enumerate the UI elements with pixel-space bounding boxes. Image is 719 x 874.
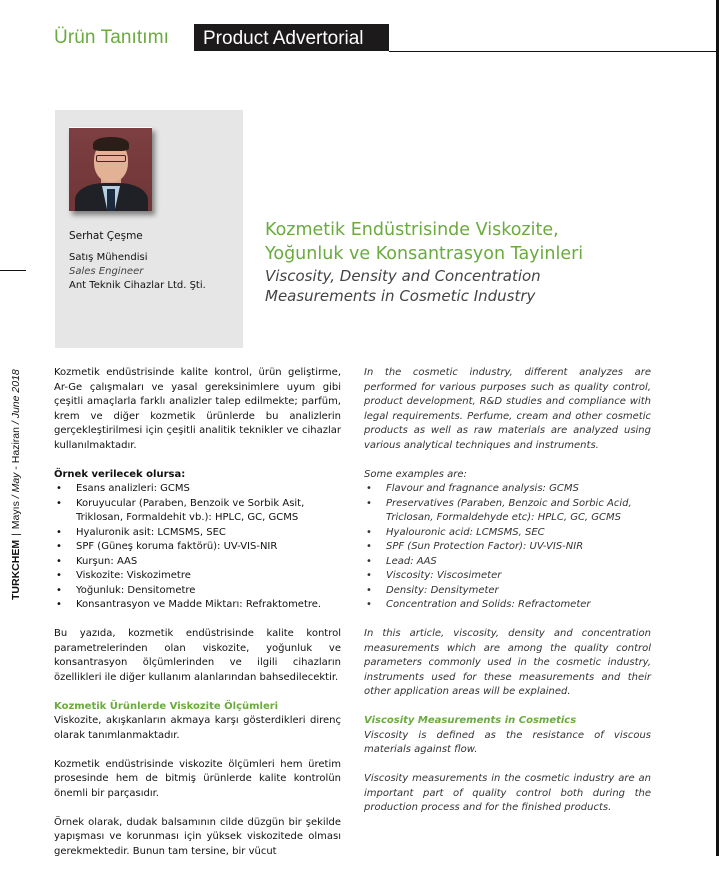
list-item: • Hyalouronic acid: LCMSMS, SEC <box>364 526 651 541</box>
issue-month-en-2: / June 2018 <box>10 369 22 425</box>
list-item: • Lead: AAS <box>364 555 651 570</box>
article-title-tr-line2: Yoğunluk ve Konsantrasyon Tayinleri <box>265 244 584 264</box>
list-item: • Konsantrasyon ve Madde Miktarı: Refraktometre. <box>54 598 341 613</box>
list-item: • Viscosity: Viscosimeter <box>364 569 651 584</box>
list-item: • Viskozite: Viskozimetre <box>54 569 341 584</box>
examples-lead: Örnek verilecek olursa: <box>54 468 186 480</box>
scope-paragraph: Bu yazıda, kozmetik endüstrisinde kalite kontrol parametrelerinden olan viskozite, yoğunluk ve konsantrasyon ölçümlerinden ve ilgili cihazların özellikleri ile diğer kullanım alanlarından bahsedilecektir. <box>54 628 341 683</box>
list-item: • Kurşun: AAS <box>54 555 341 570</box>
issue-caption <box>10 369 22 600</box>
list-item: • Flavour and fragnance analysis: GCMS <box>364 482 651 497</box>
list-item: • SPF (Sun Protection Factor): UV-VIS-NIR <box>364 540 651 555</box>
issue-month-en-1: / May <box>10 472 22 499</box>
importance-paragraph: Kozmetik endüstrisinde viskozite ölçümleri hem üretim prosesinde hem de bitmiş ürünlerde kalite kontrolün önemli bir parçasıdır. <box>54 758 341 799</box>
author-name: Serhat Çeşme <box>69 230 143 242</box>
definition-paragraph: Viskozite, akışkanların akmaya karşı gösterdikleri direnç olarak tanımlanmaktadır. <box>54 715 341 741</box>
turkish-column <box>54 366 341 874</box>
section-subheading: Kozmetik Ürünlerde Viskozite Ölçümleri <box>54 700 279 712</box>
issue-month-tr-2: Haziran <box>10 427 22 464</box>
intro-paragraph: In the cosmetic industry, different analyzes are performed for various purposes such as quality control, product development, R&D studies and compliance with legal requirements. Perfume, cream and other cosmetic products as well as raw materials are analyzed using various analytical techniques and instruments. <box>364 367 651 451</box>
author-title-en: Sales Engineer <box>69 266 144 277</box>
list-item: • Yoğunluk: Densitometre <box>54 584 341 599</box>
list-item: • Concentration and Solids: Refractometer <box>364 598 651 613</box>
list-item: • Preservatives (Paraben, Benzoic and Sorbic Acid, Triclosan, Formaldehyde etc): HPLC, GC, GCMS <box>364 497 651 526</box>
list-item: • Esans analizleri: GCMS <box>54 482 341 497</box>
examples-list <box>364 482 651 613</box>
list-item: • Hyaluronik asit: LCMSMS, SEC <box>54 526 341 541</box>
section-header <box>54 24 179 52</box>
english-column <box>364 366 651 830</box>
article-title <box>265 218 685 306</box>
magazine-brand: TURKCHEM <box>10 539 22 600</box>
author-title-tr: Satış Mühendisi <box>69 252 148 263</box>
examples-list <box>54 482 341 613</box>
examples-lead: Some examples are: <box>364 468 467 480</box>
article-title-tr-line1: Kozmetik Endüstrisinde Viskozite, <box>265 220 559 240</box>
issue-dash: - <box>10 466 22 470</box>
author-card <box>55 110 243 348</box>
side-divider <box>0 270 26 271</box>
caption-separator: | <box>10 533 22 536</box>
list-item: • Density: Densitymeter <box>364 584 651 599</box>
article-title-en-line1: Viscosity, Density and Concentration <box>265 267 541 285</box>
scope-paragraph: In this article, viscosity, density and concentration measurements which are among the quality control parameters commonly used in the cosmetic industry, instruments used for these measurements and their other application areas will be explained. <box>364 628 651 697</box>
list-item: • SPF (Güneş koruma faktörü): UV-VIS-NIR <box>54 540 341 555</box>
intro-paragraph: Kozmetik endüstrisinde kalite kontrol, ürün geliştirme, Ar-Ge çalışmaları ve yasal gereksinimlere uyum gibi çeşitli amaçlarla farklı analizler talep edilmekte; parfüm, krem ve diğer kozmetik ürünlerde bu analizlerin gerçekleştirilmesi için çeşitli analitik teknikler ve cihazlar kullanılmaktadır. <box>54 367 341 451</box>
author-photo <box>69 127 152 211</box>
issue-month-tr-1: Mayıs <box>10 501 22 530</box>
glasses-icon <box>96 155 126 162</box>
article-title-en-line2: Measurements in Cosmetic Industry <box>265 287 536 305</box>
header-divider <box>389 51 716 52</box>
section-label-en: Product Advertorial <box>194 24 389 51</box>
list-item: • Koruyucular (Paraben, Benzoik ve Sorbik Asit, Triklosan, Formaldehit vb.): HPLC, GC, GCMS <box>54 497 341 526</box>
section-label-tr: Ürün Tanıtımı <box>54 27 169 48</box>
importance-paragraph: Viscosity measurements in the cosmetic industry are an important part of quality control both during the production process and for the finished products. <box>364 773 651 813</box>
example-paragraph: Örnek olarak, dudak balsamının cilde düzgün bir şekilde yapışması ve korunması için yüksek viskozitede olması gerekmektedir. Bunun tam tersine, bir vücut <box>54 816 341 857</box>
section-subheading: Viscosity Measurements in Cosmetics <box>364 715 577 726</box>
definition-paragraph: Viscosity is defined as the resistance of viscous materials against flow. <box>364 729 651 755</box>
author-company: Ant Teknik Cihazlar Ltd. Şti. <box>69 280 206 291</box>
